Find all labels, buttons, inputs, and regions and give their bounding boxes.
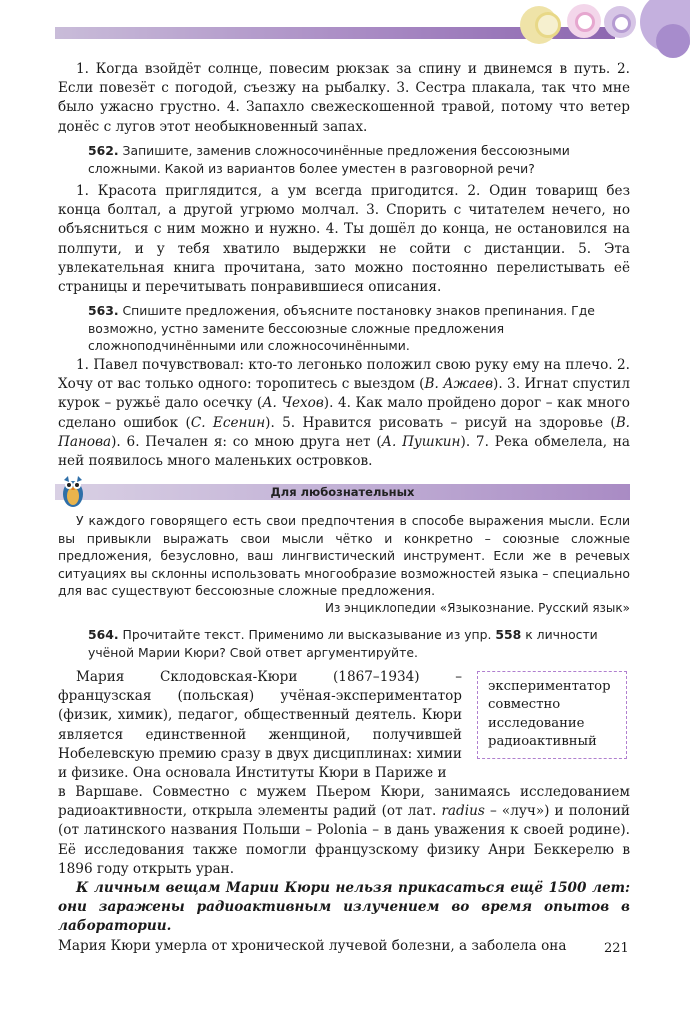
vocab-word: экспериментатор bbox=[488, 679, 611, 694]
curious-source: Из энциклопедии «Языкознание. Русский язык» bbox=[325, 601, 630, 615]
exercise-text-561: 1. Когда взойдёт солнце, повесим рюкзак за спину и двинемся в путь. 2. Если повезёт с погодой, съезжу на рыбалку. 3. Сестра плакала, так что мне было ужасно грустно. 4. Запахло свежескошенной травой, потому что ветер донёс с лугов этот необыкновенный запах. bbox=[58, 61, 630, 135]
decor-ring bbox=[612, 14, 631, 33]
curie-text-part2: в Варшаве. Совместно с мужем Пьером Кюри, занимаясь исследованием радиоактивности, открыла элементы радий (от лат. radius – «луч») и полоний (от латинского названия Польши – Polonia – в дань уважения к своей родине). Её исследования также помогли французскому физику Анри Беккерелю в 1896 году открыть уран. К личным вещам Марии Кюри нельзя прикасаться ещё 1500 лет: они заражены радиоактивным излучением во время опытов в лаборатории. Мария Кюри умерла от хронической лучевой болезни, а заболела она bbox=[58, 784, 630, 954]
curie-text-part1: Мария Склодовская-Кюри (1867–1934) – французская (польская) учёная-экспериментатор (физик, химик), педагог, общественный деятель. Кюри является единственной женщиной, получившей Нобелевскую премию сразу в двух дисциплинах: химии и физике. Она основала Институты Кюри в Париже и bbox=[58, 669, 462, 782]
owl-icon bbox=[61, 474, 85, 508]
curious-header-bar bbox=[55, 484, 630, 500]
vocabulary-box bbox=[477, 671, 627, 759]
decor-circle bbox=[656, 24, 690, 58]
vocab-word: радиоактивный bbox=[488, 734, 597, 750]
exercise-text-563: 1. Павел почувствовал: кто-то легонько положил свою руку ему на плечо. 2. Хочу от вас только одного: торопитесь с выездом (В. Ажаев). 3. Игнат спустил курок – ружьё дало осечку (А. Чехов). 4. Как мало пройдено дорог – как много сделано ошибок (С. Есенин). 5. Нравится рисовать – рисуй на здоровье (В. Панова). 6. Печален я: со мною друга нет (А. Пушкин). 7. Река обмелела, на ней появилось много маленьких островков. bbox=[58, 357, 630, 470]
exercise-564-task: 564. Прочитайте текст. Применимо ли высказывание из упр. 558 к личности учёной Марии Кюри? Свой ответ аргументируйте. bbox=[88, 627, 598, 660]
curious-text: У каждого говорящего есть свои предпочтения в способе выражения мысли. Если вы привыкли выражать свои мысли чётко и конкретно – союзные сложные предложения, безусловно, ваш лингвистический инструмент. Если же в речевых ситуациях вы склонны использовать многообразие возможностей языка – специально для вас существуют бессоюзные сложные предложения. bbox=[58, 513, 630, 599]
vocab-word: исследование bbox=[488, 715, 585, 731]
curious-title: Для любознательных bbox=[270, 485, 415, 499]
decor-ring bbox=[535, 12, 561, 38]
curie-highlight: К личным вещам Марии Кюри нельзя прикасаться ещё 1500 лет: они заражены радиоактивным излучением во время опытов в лаборатории. bbox=[58, 880, 630, 935]
vocab-word: совместно bbox=[488, 697, 561, 713]
decor-ring bbox=[575, 12, 595, 32]
exercise-562-task: 562. Запишите, заменив сложносочинённые предложения бессоюзными сложными. Какой из вариантов более уместен в разговорной речи? bbox=[88, 143, 570, 176]
page-number: 221 bbox=[604, 941, 629, 956]
exercise-text-562: 1. Красота приглядится, а ум всегда пригодится. 2. Один товарищ без конца болтал, а другой угрюмо молчал. 3. Спорить с читателем нечего, но объясниться с ним можно и нужно. 4. Ты дошёл до конца, не остановился на полпути, и у тебя хватило выдержки не сойти с дистанции. 5. Эта увлекательная книга прочитана, зато можно постоянно перелистывать её страницы и перечитывать понравившиеся описания. bbox=[58, 183, 630, 296]
exercise-563-task: 563. Спишите предложения, объясните постановку знаков препинания. Где возможно, устно замените бессоюзные сложные предложения сложноподчинёнными или сложносочинёнными. bbox=[88, 303, 595, 354]
